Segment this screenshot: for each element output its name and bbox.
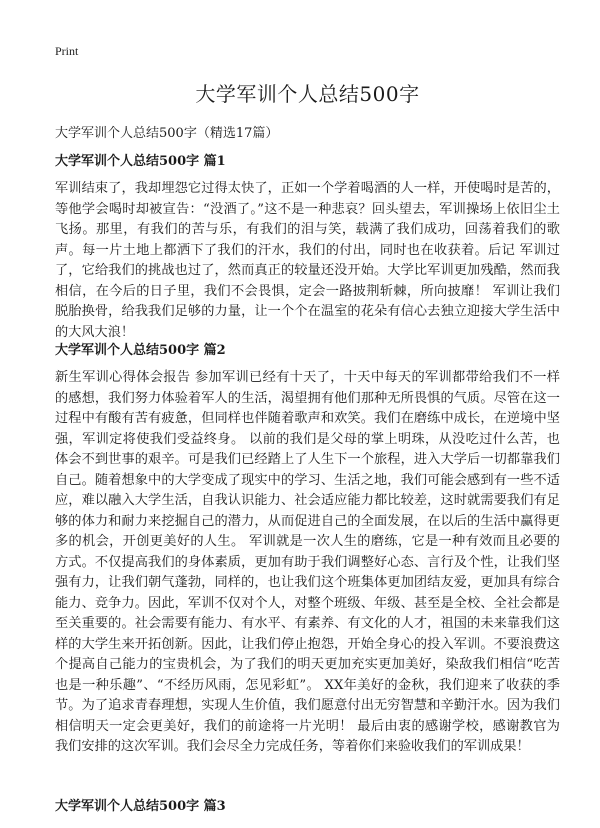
- page-title: 大学军训个人总结500字: [195, 82, 420, 106]
- section-heading: 大学军训个人总结500字 篇2: [55, 343, 226, 358]
- print-link[interactable]: Print: [55, 44, 79, 58]
- section-heading: 大学军训个人总结500字 篇3: [55, 799, 226, 814]
- section-heading: 大学军训个人总结500字 篇1: [55, 154, 226, 169]
- article-section: [55, 339, 560, 758]
- document-subtitle: 大学军训个人总结500字（精选17篇）: [55, 126, 279, 141]
- section-body: 新生军训心得体会报告 参加军训已经有十天了，十天中每天的军训都带给我们不一样的感想，我们努力体验着军人的生活，渴望拥有他们那种无所畏惧的气质。尽管在这一过程中有酸有苦有疲惫，但同样也伴随着歌声和欢笑。我们在磨练中成长，在逆境中坚强，军训定将使我们受益终身。 以前的我们是父母的掌上明珠，从没吃过什么苦，也体会不到世事的艰辛。可是我们已经踏上了人生下一个旅程，进入大学后一切都靠我们自己。随着想象中的大学变成了现实中的学习、生活之地，我们可能会感到有一些不适应，难以融入大学生活，自我认识能力、社会适应能力都比较差，这时就需要我们有足够的体力和耐力来挖掘自己的潜力，从而促进自己的全面发展，在以后的生活中赢得更多的机会，开创更美好的人生。 军训就是一次人生的磨练，它是一种有效而且必要的方式。不仅提高我们的身体素质，更加有助于我们调整好心态、言行及个性，让我们坚强有力，让我们朝气蓬勃，同样的，也让我们这个班集体更加团结友爱，更加具有综合能力、竞争力。因此，军训不仅对个人，对整个班级、年级、甚至是全校、全社会都是至关重要的。社会需要有能力、有水平、有素养、有文化的人才，祖国的未来靠我们这样的大学生来开拓创新。因此，让我们停止抱怨，开始全身心的投入军训。不要浪费这个提高自己能力的宝贵机会，为了我们的明天更加充实更加美好，染敌我们相信“吃苦也是一种乐趣”、“不经历风雨，怎见彩虹”。 XX年美好的金秋，我们迎来了收获的季节。为了追求青春理想，实现人生价值，我们愿意付出无穷智慧和辛勤汗水。因为我们相信明天一定会更美好，我们的前途将一片光明！ 最后由衷的感谢学校，感谢教官为我们安排的这次军训。我们会尽全力完成任务，等着你们来验收我们的军训成果！: [55, 370, 560, 754]
- article-section: [55, 795, 560, 824]
- section-body: 军训结束了，我却埋怨它过得太快了，正如一个学着喝酒的人一样，开使喝时是苦的，等他学会喝时却被宣告：“没酒了。”这不是一种悲哀？回头望去，军训操场上依旧尘土飞扬。那里，有我们的苦与乐，有我们的泪与笑，载满了我们成功，回荡着我们的歌声。每一片土地上都洒下了我们的汗水，我们的付出，同时也在收获着。后记 军训过了，它给我们的挑战也过了，然而真正的较量还没开始。大学比军训更加残酷，然而我相信，在今后的日子里，我们不会畏惧，定会一路披荆斩棘，所向披靡！ 军训让我们脱胎换骨，给我我们足够的力量，让一个个在温室的花朵有信心去独立迎接大学生活中的大风大浪！: [55, 181, 560, 340]
- article-section: [55, 150, 560, 343]
